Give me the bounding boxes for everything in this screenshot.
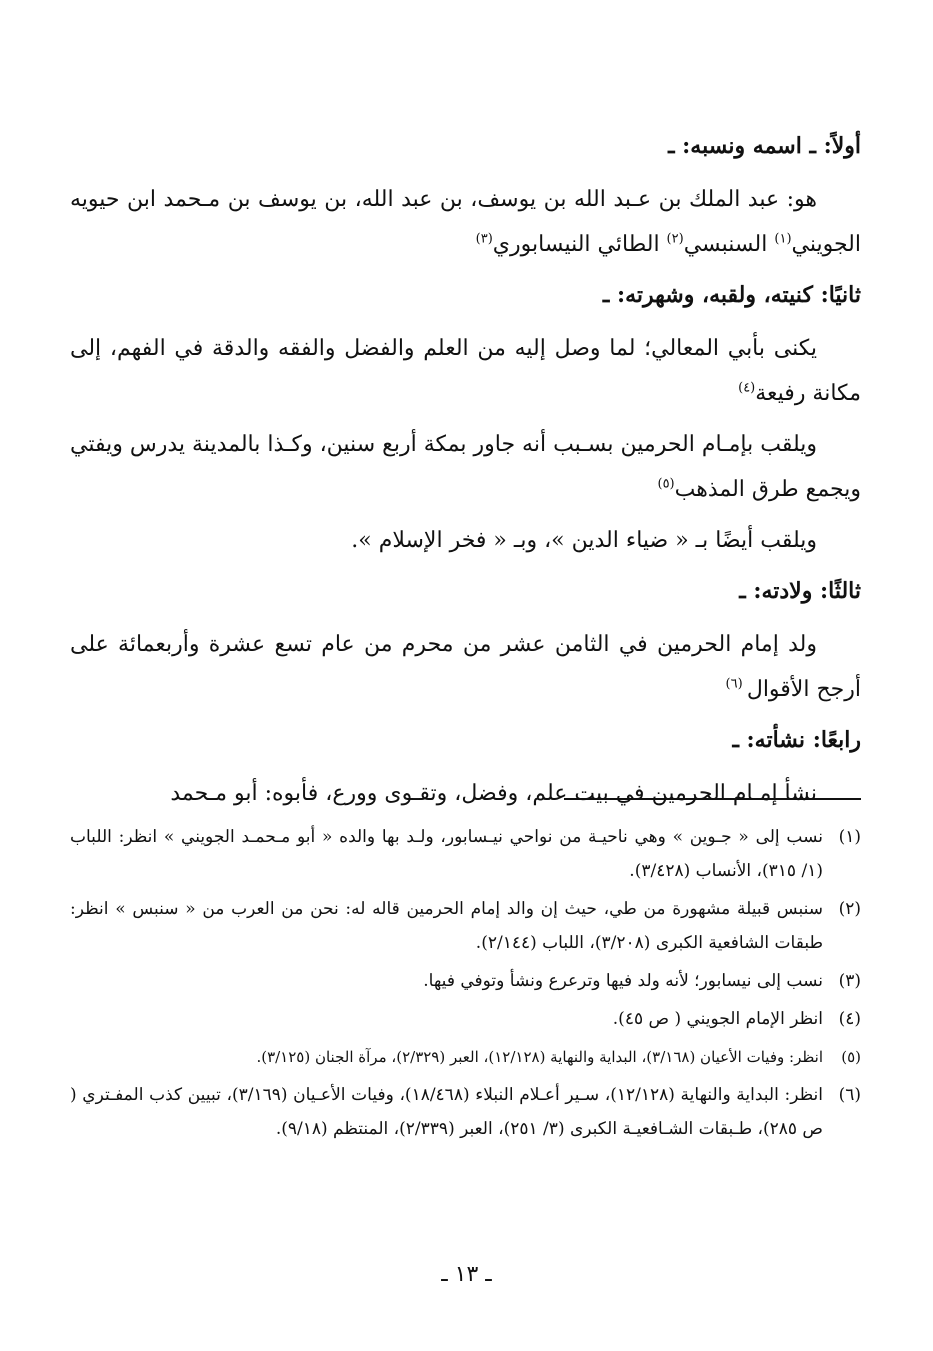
footnote-ref-6[interactable]: (٦) [725, 676, 747, 692]
paragraph-kunya [70, 326, 861, 416]
paragraph-name-lineage [70, 177, 861, 267]
footnote-separator [564, 798, 861, 800]
paragraph-text: الطائي النيسابوري [492, 232, 667, 257]
footnote-ref-2[interactable]: (٢) [666, 231, 684, 247]
paragraph-text: ولد إمام الحرمين في الثامن عشر من محرم من عام تسع عشرة وأربعمائة على أرجح الأقوال [70, 632, 861, 702]
section-heading-kunya: ثانيًا: كنيته، ولقبه، وشهرته: ـ [602, 282, 861, 308]
footnote-number: (٥) [841, 1048, 861, 1066]
footnote-number: (٤) [838, 1009, 861, 1029]
footnote-item [70, 892, 861, 960]
paragraph-title [70, 422, 861, 512]
section-heading-upbringing: رابعًا: نشأته: ـ [732, 727, 861, 753]
main-text [70, 118, 861, 816]
paragraph-upbringing: نشأ إمـام الحرمين في بيت علم، وفضل، وتقـوى وورع، فأبوه: أبو مـحمد [170, 781, 817, 806]
footnote-item [70, 964, 861, 998]
footnote-number: (٢) [838, 899, 861, 919]
paragraph-other-titles: ويلقب أيضًا بـ « ضياء الدين »، وبـ « فخر الإسلام ». [351, 528, 817, 553]
footnote-ref-3[interactable]: (٣) [475, 231, 493, 247]
page-number: ـ ١٣ ـ [441, 1262, 492, 1287]
footnotes [70, 820, 861, 1150]
footnote-number: (١) [838, 827, 861, 847]
footnote-text: انظر الإمام الجويني ( ص ٤٥). [612, 1009, 823, 1029]
footnote-item [70, 1040, 861, 1074]
footnote-item [70, 1078, 861, 1146]
footnote-text: انظر: وفيات الأعيان (٣/١٦٨)، البداية والنهاية (١٢/١٢٨)، العبر (٢/٣٢٩)، مرآة الجنان (٣/١٢٥). [256, 1048, 823, 1066]
footnote-item [70, 1002, 861, 1036]
paragraph-text: السنبسي [683, 232, 775, 257]
footnote-text: نسب إلى « جـوين » وهي ناحيـة من نواحي نيـسابور، ولـد بها والده « أبو مـحمـد الجويني » انظر: اللباب (١/ ٣١٥)، الأنساب (٣/٤٢٨). [70, 827, 824, 881]
footnote-text: سنبس قبيلة مشهورة من طي، حيث إن والد إمام الحرمين قاله له: نحن من العرب من « سنبس » انظر: طبقات الشافعية الكبرى (٣/٢٠٨)، اللباب (٢/١٤٤). [70, 899, 823, 953]
paragraph-birth [70, 622, 861, 712]
paragraph-text: يكنى بأبي المعالي؛ لما وصل إليه من العلم والفضل والفقه والدقة في الفهم، إلى مكانة رفيعة [70, 336, 861, 406]
paragraph-text: هو: عبد الملك بن عـبد الله بن يوسف، بن عبد الله، بن يوسف بن مـحمد ابن حيويه الجويني [70, 187, 861, 257]
footnote-number: (٣) [838, 971, 861, 991]
footnote-text: انظر: البداية والنهاية (١٢/١٢٨)، سـير أعـلام النبلاء (١٨/٤٦٨)، وفيات الأعـيان (٣/١٦٩)، تبيين كذب المفـتري ( ص ٢٨٥)، طـبقات الشـافعيـة الكبرى (٣/ ٢٥١)، العبر (٢/٣٣٩)، المنتظم (٩/١٨). [70, 1085, 823, 1139]
section-heading-name-lineage: أولاً: ـ اسمه ونسبه: ـ [668, 133, 861, 159]
footnote-text: نسب إلى نيسابور؛ لأنه ولد فيها وترعرع ونشأ وتوفي فيها. [423, 971, 823, 991]
section-heading-birth: ثالثًا: ولادته: ـ [739, 578, 861, 604]
footnote-number: (٦) [838, 1085, 861, 1105]
footnote-item [70, 820, 861, 888]
footnote-ref-1[interactable]: (١) [774, 231, 792, 247]
footnote-ref-4[interactable]: (٤) [738, 380, 756, 396]
footnote-ref-5[interactable]: (٥) [657, 476, 675, 492]
paragraph-text: ويلقب بإمـام الحرمين بسـبب أنه جاور بمكة أربع سنين، وكـذا بالمدينة يدرس ويفتي ويجمع طرق المذهب [70, 432, 861, 502]
